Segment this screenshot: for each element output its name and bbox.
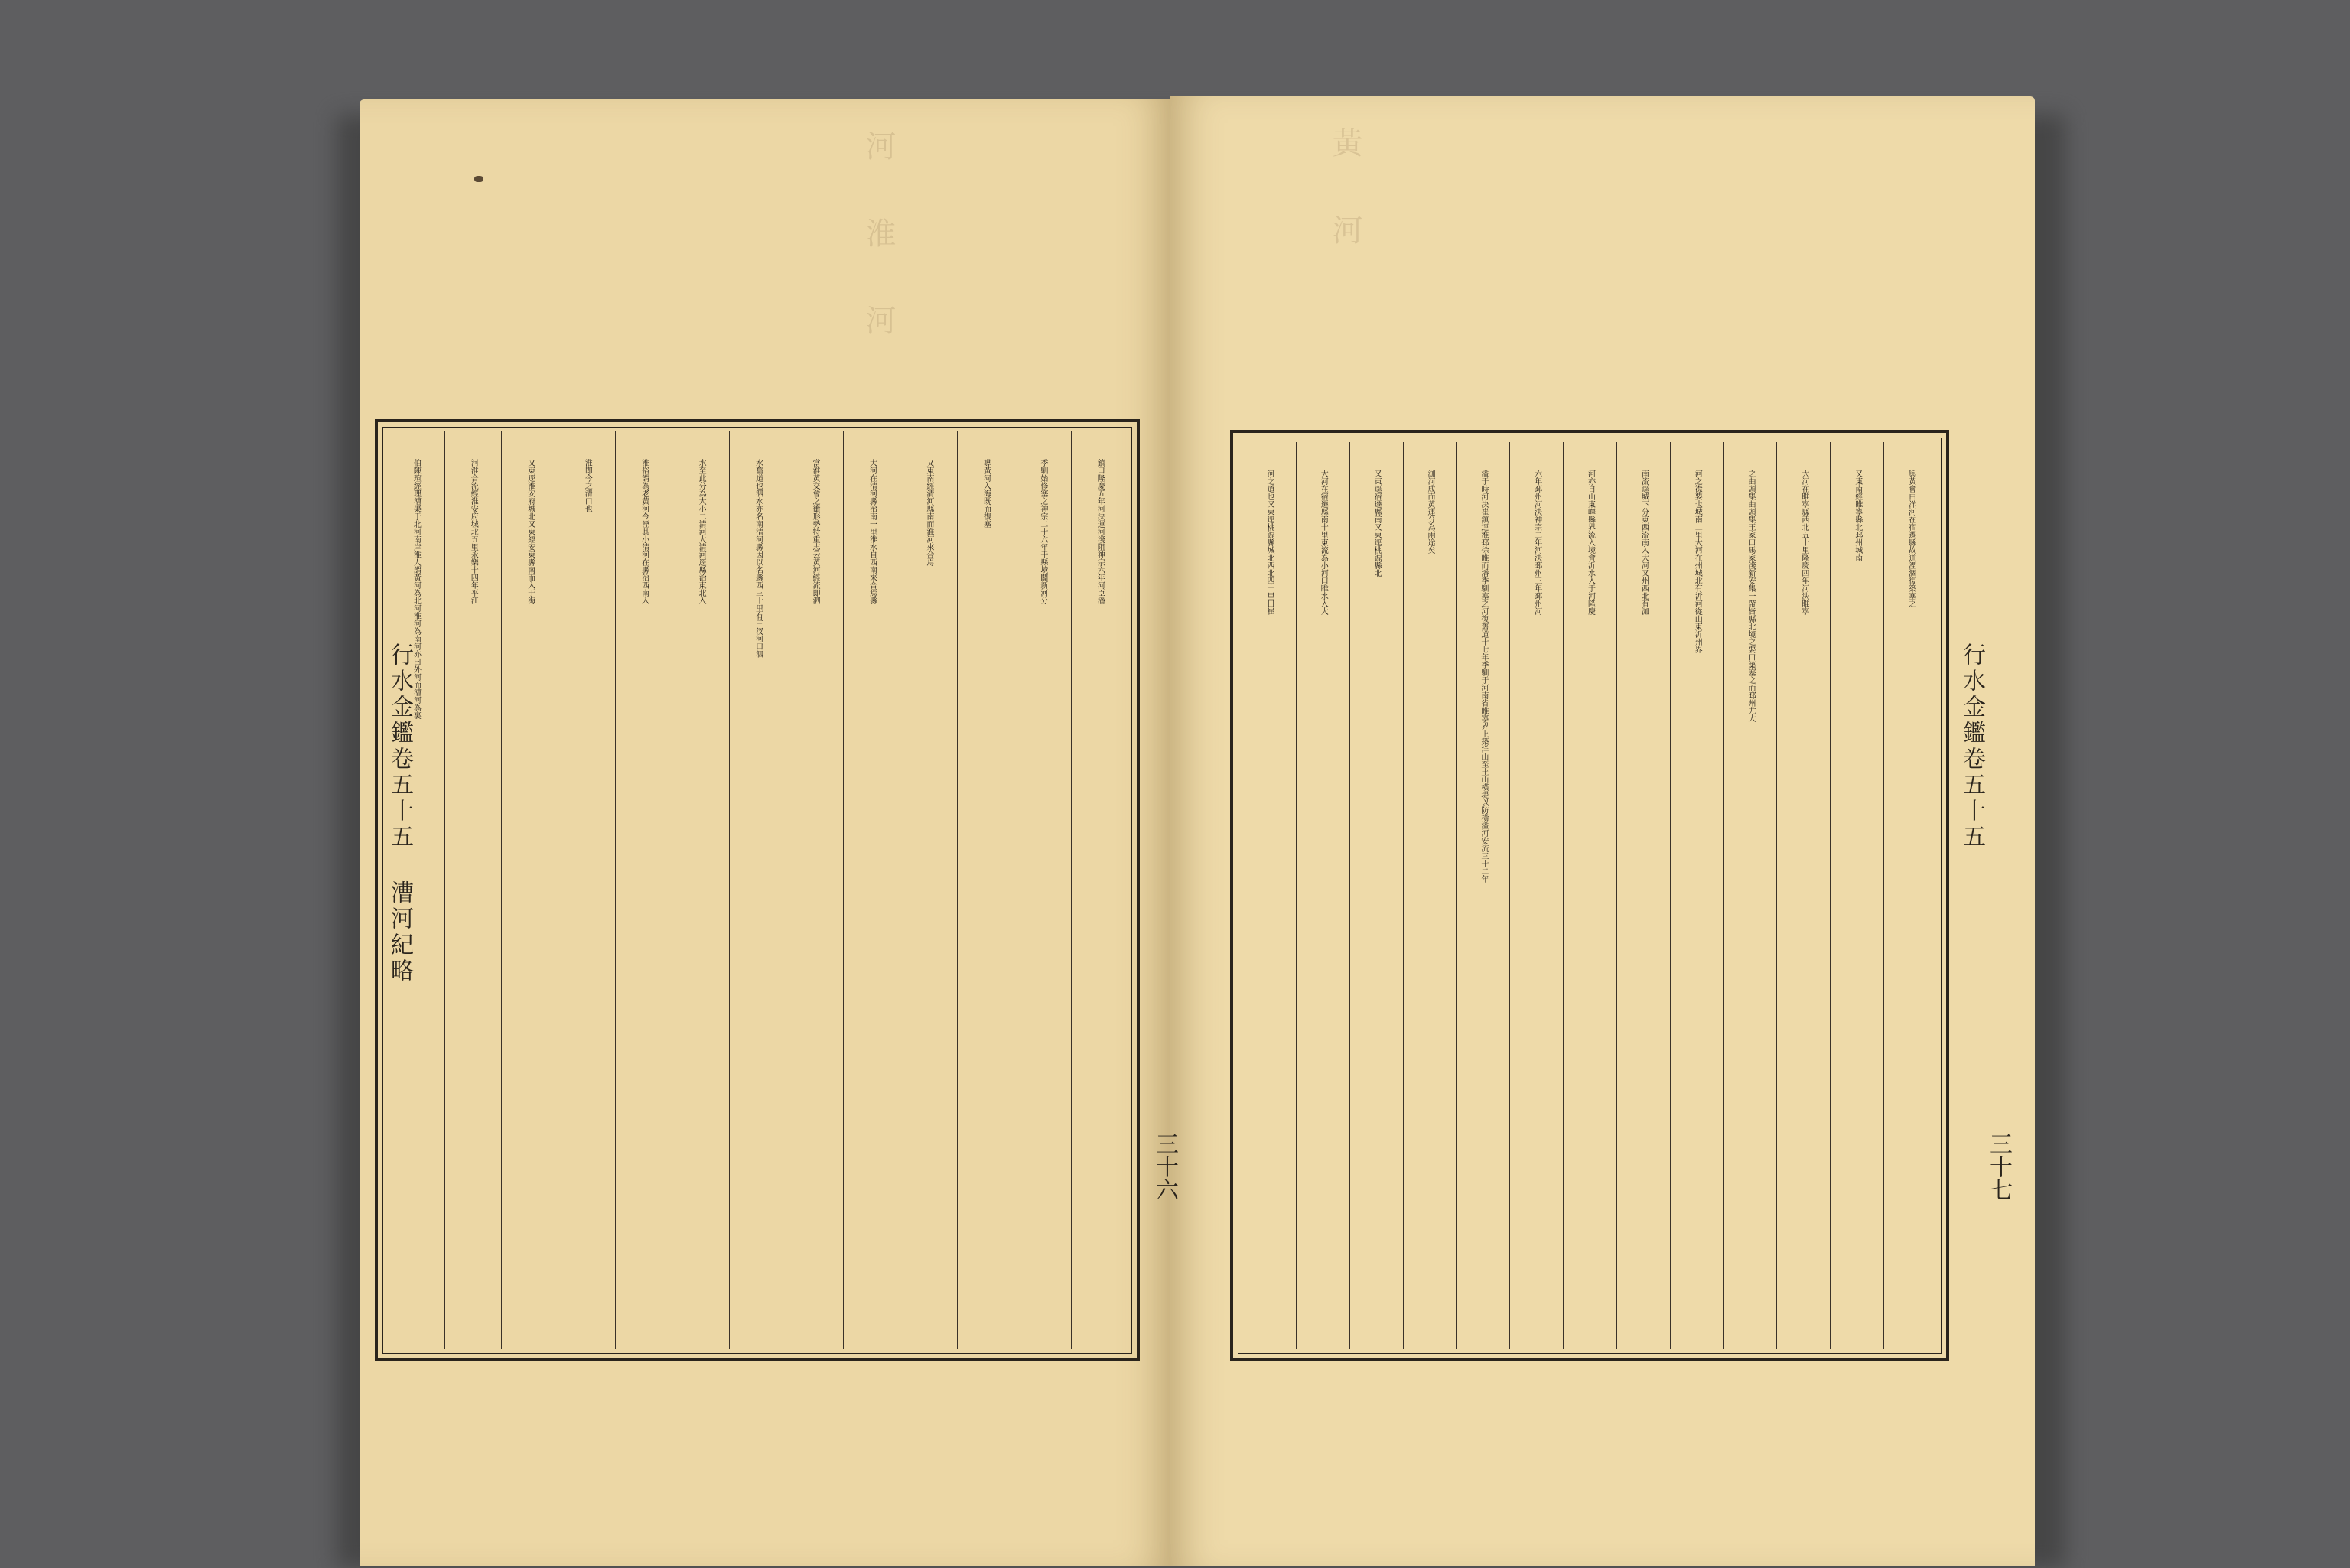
text-column <box>843 431 900 1349</box>
column-text: 又東逕淮安府城北又東經安東縣南而入于海 <box>526 459 535 604</box>
text-column <box>957 431 1014 1349</box>
text-column <box>786 431 842 1349</box>
text-column <box>1456 442 1509 1349</box>
text-column <box>615 431 672 1349</box>
text-column <box>900 431 956 1349</box>
text-column <box>1349 442 1403 1349</box>
text-column <box>1776 442 1830 1349</box>
text-column <box>1830 442 1883 1349</box>
left-page-label: 行水金鑑卷五十五 漕河紀略 <box>386 642 413 984</box>
text-column <box>1616 442 1670 1349</box>
column-text: 與黃會白洋河在宿遷縣故道湮涸復築塞之 <box>1906 470 1915 607</box>
column-text: 河淮合流經淮安府城北五里永樂十四年平江 <box>469 459 478 604</box>
column-text: 之曲頭集曲頭集王家口馬家淺新安集一帶皆縣北境之要口築塞之而邳州尤大 <box>1746 470 1756 722</box>
text-column <box>1071 431 1128 1349</box>
text-column <box>1670 442 1723 1349</box>
column-text: 導黃河入海既而復塞 <box>981 459 991 528</box>
column-text: 鎮口隆慶五年河決運河淺阻神宗六年河臣潘 <box>1095 459 1105 604</box>
column-text: 伯陳瑄經理漕渠于北河南岸淮人謂黃河為北河淮河為南河亦曰外河而漕河為裏 <box>412 459 421 719</box>
text-column <box>729 431 786 1349</box>
left-page-number: 三十六 <box>1151 1132 1178 1201</box>
text-column <box>1296 442 1349 1349</box>
text-column <box>1509 442 1563 1349</box>
column-text: 淮俗謂為老黃河今湮其小清河在縣治西南入 <box>640 459 649 604</box>
show-through-text: 黃 河 <box>1327 127 1362 255</box>
column-text: 大河在宿遷縣南十里東流為小河口睢水入大 <box>1319 470 1328 615</box>
column-text: 又東南經睢寧縣北邳州城南 <box>1853 470 1862 561</box>
text-column <box>1723 442 1777 1349</box>
text-column <box>1563 442 1616 1349</box>
column-text: 大河在清河縣治南一里淮水自西南來合焉縣 <box>867 459 877 604</box>
right-page-number: 三十七 <box>1985 1132 2012 1201</box>
text-column <box>1403 442 1457 1349</box>
text-column <box>1883 442 1937 1349</box>
text-column <box>1014 431 1070 1349</box>
column-text: 季馴始修塞之神宗二十六年于縣境闢新河分 <box>1038 459 1047 604</box>
column-text: 溢于時河決崔鎮逕淮邳徐睢而潘季馴塞之河復舊道十七年季馴于河南省睢寧界上築洋山至土山橫堤以防橫溢河安流三十二年 <box>1479 470 1488 883</box>
column-text: 南流逕城下分東西流南入大河又州西北有泇 <box>1639 470 1649 615</box>
column-text: 淮即今之清口也 <box>583 459 592 512</box>
text-column <box>501 431 558 1349</box>
column-text: 河亦自山東嶧縣界流入境會沂水入于河隆慶 <box>1586 470 1595 615</box>
left-text-block <box>375 419 1140 1361</box>
column-text: 泇河成而黃運分為兩途矣 <box>1425 470 1434 554</box>
text-column <box>672 431 728 1349</box>
column-text: 又東南經清河縣南而淮河來合焉 <box>924 459 933 566</box>
column-text: 六年邳州河決神宗二年河決邳州三年邳州河 <box>1532 470 1541 615</box>
text-column <box>444 431 501 1349</box>
column-text: 又東逕宿遷縣南又東逕桃源縣北 <box>1372 470 1382 577</box>
left-columns <box>387 431 1128 1349</box>
right-columns <box>1242 442 1937 1349</box>
ink-stain <box>474 176 483 182</box>
right-page-label: 行水金鑑卷五十五 <box>1958 642 1985 851</box>
right-text-block <box>1230 430 1949 1361</box>
show-through-text: 河 淮 河 <box>861 130 896 346</box>
column-text: 大河在睢寧縣西北五十里隆慶四年河決睢寧 <box>1799 470 1808 615</box>
column-text: 河之道也又東逕桃源縣城北西北四十里曰崔 <box>1265 470 1274 615</box>
text-column <box>1242 442 1296 1349</box>
column-text: 河之襟要也城南二里大河在州城北有沂河從山東沂州界 <box>1693 470 1702 653</box>
column-text: 水至此分為大小二清河大清河逕縣治東北入 <box>697 459 706 604</box>
text-column <box>558 431 614 1349</box>
column-text: 水舊道也泗水亦名南清河縣因以名縣西三十里有三汊河口泗 <box>753 459 763 658</box>
column-text: 當淮黃交會之衝形勢特重志云黃河經流即泗 <box>811 459 819 604</box>
